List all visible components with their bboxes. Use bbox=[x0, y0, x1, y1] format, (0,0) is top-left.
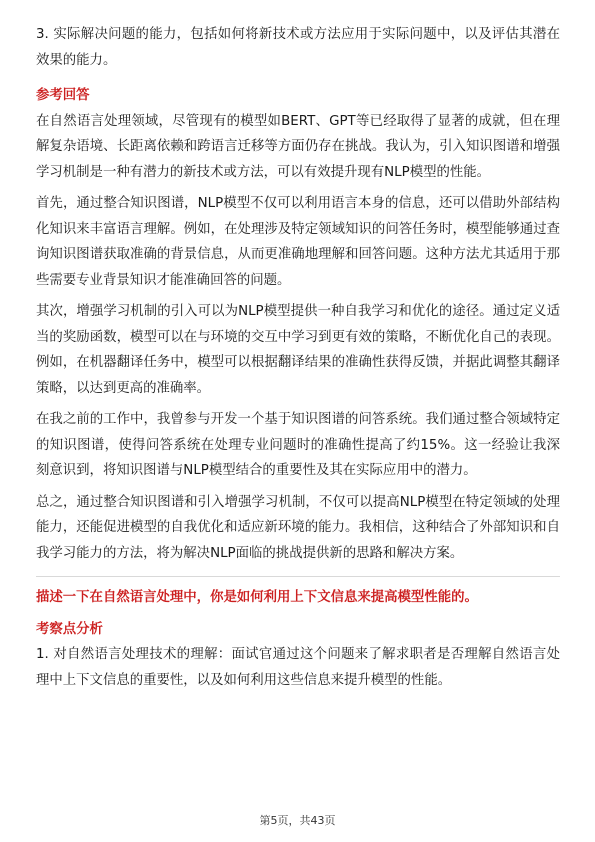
reference-answer-heading: 参考回答 bbox=[36, 88, 90, 103]
section-divider bbox=[36, 576, 560, 577]
answer-paragraph-3: 其次，增强学习机制的引入可以为NLP模型提供一种自我学习和优化的途径。通过定义适当的奖励函数，模型可以在与环境的交互中学习到更有效的策略，不断优化自己的表现。例如，在机器翻译任务中，模型可以根据翻译结果的准确性获得反馈，并据此调整其翻译策略，以达到更高的准确率。 bbox=[36, 304, 560, 396]
answer-paragraph-4: 在我之前的工作中，我曾参与开发一个基于知识图谱的问答系统。我们通过整合领域特定的知识图谱，使得问答系统在处理专业问题时的准确性提高了约15%。这一经验让我深刻意识到，将知识图谱与NLP模型结合的重要性及其在实际应用中的潜力。 bbox=[36, 412, 560, 478]
question-title: 描述一下在自然语言处理中，你是如何利用上下文信息来提高模型性能的。 bbox=[36, 590, 478, 605]
assessment-point-3: 3. 实际解决问题的能力，包括如何将新技术或方法应用于实际问题中，以及评估其潜在效果的能力。 bbox=[36, 27, 560, 68]
document-page bbox=[36, 22, 560, 693]
page-number-footer: 第5页，共43页 bbox=[259, 814, 336, 827]
answer-paragraph-5: 总之，通过整合知识图谱和引入增强学习机制，不仅可以提高NLP模型在特定领域的处理能力，还能促进模型的自我优化和适应新环境的能力。我相信，这种结合了外部知识和自我学习能力的方法，将为解决NLP面临的挑战提供新的思路和解决方案。 bbox=[36, 494, 560, 561]
answer-paragraph-2: 首先，通过整合知识图谱，NLP模型不仅可以利用语言本身的信息，还可以借助外部结构化知识来丰富语言理解。例如，在处理涉及特定领域知识的问答任务时，模型能够通过查询知识图谱获取准确的背景信息，从而更准确地理解和回答问题。这种方法尤其适用于那些需要专业背景知识才能准确回答的问题。 bbox=[36, 196, 560, 288]
analysis-item-1: 1. 对自然语言处理技术的理解：面试官通过这个问题来了解求职者是否理解自然语言处理中上下文信息的重要性，以及如何利用这些信息来提升模型的性能。 bbox=[36, 647, 560, 688]
analysis-heading: 考察点分析 bbox=[36, 621, 103, 637]
spacer bbox=[36, 73, 560, 83]
answer-paragraph-1: 在自然语言处理领域，尽管现有的模型如BERT、GPT等已经取得了显著的成就，但在理解复杂语境、长距离依赖和跨语言迁移等方面仍存在挑战。我认为，引入知识图谱和增强学习机制是一种有潜力的新技术或方法，可以有效提升现有NLP模型的性能。 bbox=[36, 113, 560, 180]
